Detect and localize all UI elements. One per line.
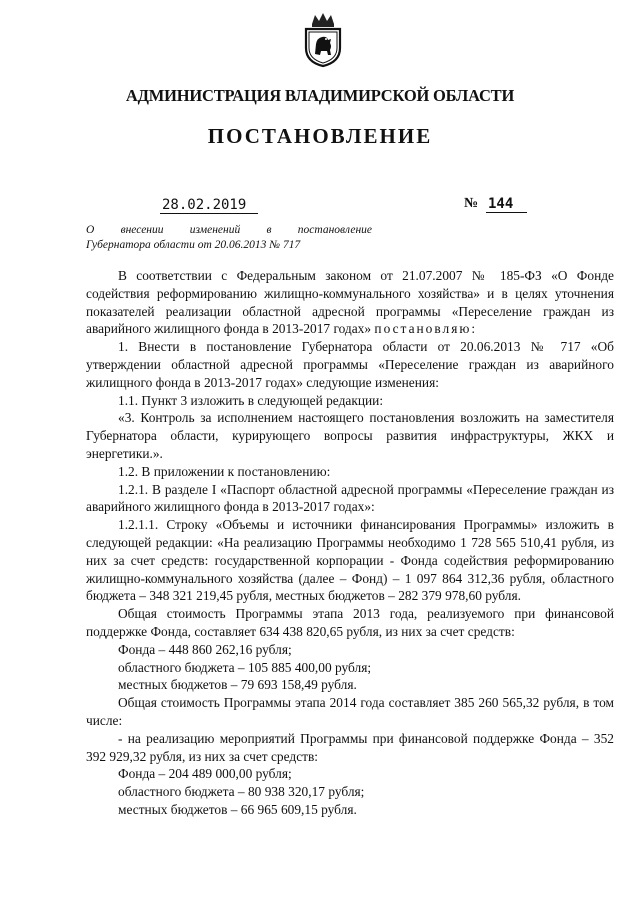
paragraph-item-1-2-1: 1.2.1. В разделе I «Паспорт областной адресной программы «Переселение граждан из аварийного жилищного фонда в 2013-2017 годах»: xyxy=(86,481,614,515)
coat-of-arms-icon xyxy=(300,10,346,68)
paragraph-cost-2013: Общая стоимость Программы этапа 2013 года, реализуемого при финансовой поддержке Фонда, составляет 634 438 820,65 рубля, из них за счет средств: xyxy=(86,606,614,639)
paragraph-fund-support-2014: - на реализацию мероприятий Программы при финансовой поддержке Фонда – 352 392 929,32 рубля, из них за счет средств: xyxy=(86,730,614,764)
line-fund-2014: Фонда – 204 489 000,00 рубля; xyxy=(118,766,292,782)
preamble-resolution-word: постановляю: xyxy=(374,321,478,337)
document-body xyxy=(86,267,614,819)
paragraph-item-3-text: «3. Контроль за исполнением настоящего постановления возложить на заместителя Губернатора области, курирующего вопросы развития инфраструктуры, ЖКХ и энергетики.». xyxy=(86,410,614,461)
preamble-text: В соответствии с Федеральным законом от 21.07.2007 № 185-ФЗ «О Фонде содействия реформированию жилищно-коммунального хозяйства» и в целях уточнения показателей реализации областной адресной программы «Переселение граждан из аварийного жилищного фонда в 2013-2017 годах» xyxy=(86,268,614,337)
paragraph-item-1: 1. Внести в постановление Губернатора области от 20.06.2013 № 717 «Об утверждении областной адресной программы «Переселение граждан из аварийного жилищного фонда в 2013-2017 годах» следующие изменения: xyxy=(86,339,614,390)
document-type: ПОСТАНОВЛЕНИЕ xyxy=(207,124,433,148)
line-local-2013: местных бюджетов – 79 693 158,49 рубля. xyxy=(118,677,357,693)
paragraph-item-1-2-1-1: 1.2.1.1. Строку «Объемы и источники финансирования Программы» изложить в следующей редакции: «На реализацию Программы необходимо 1 728 565 510,41 рубля, из них за счет средств: государственной корпорации - Фонда содействия реформированию жилищно-коммунального хозяйства (далее – Фонд) – 1 097 864 312,36 рубля, областного бюджета – 348 321 219,45 рубля, местных бюджетов – 282 379 978,60 рубля. xyxy=(86,517,614,604)
subject-line-1: О внесении изменений в постановление xyxy=(86,224,372,236)
paragraph-item-1-2: 1.2. В приложении к постановлению: xyxy=(118,463,331,479)
organization-name: АДМИНИСТРАЦИЯ ВЛАДИМИРСКОЙ ОБЛАСТИ xyxy=(125,86,515,105)
line-local-2014: местных бюджетов – 66 965 609,15 рубля. xyxy=(118,801,357,817)
document-number-label: № xyxy=(464,196,479,211)
paragraph-item-1-1: 1.1. Пункт 3 изложить в следующей редакции: xyxy=(118,392,384,408)
document-subject xyxy=(86,223,372,253)
line-fund-2013: Фонда – 448 860 262,16 рубля; xyxy=(118,641,292,657)
line-regional-2013: областного бюджета – 105 885 400,00 рубля; xyxy=(118,659,372,675)
subject-line-2: Губернатора области от 20.06.2013 № 717 xyxy=(86,239,301,251)
document-number: 144 xyxy=(486,196,527,213)
paragraph-preamble xyxy=(86,267,614,338)
line-regional-2014: областного бюджета – 80 938 320,17 рубля; xyxy=(118,784,365,800)
paragraph-cost-2014: Общая стоимость Программы этапа 2014 года составляет 385 260 565,32 рубля, в том числе: xyxy=(86,695,614,728)
document-date: 28.02.2019 xyxy=(160,197,258,214)
